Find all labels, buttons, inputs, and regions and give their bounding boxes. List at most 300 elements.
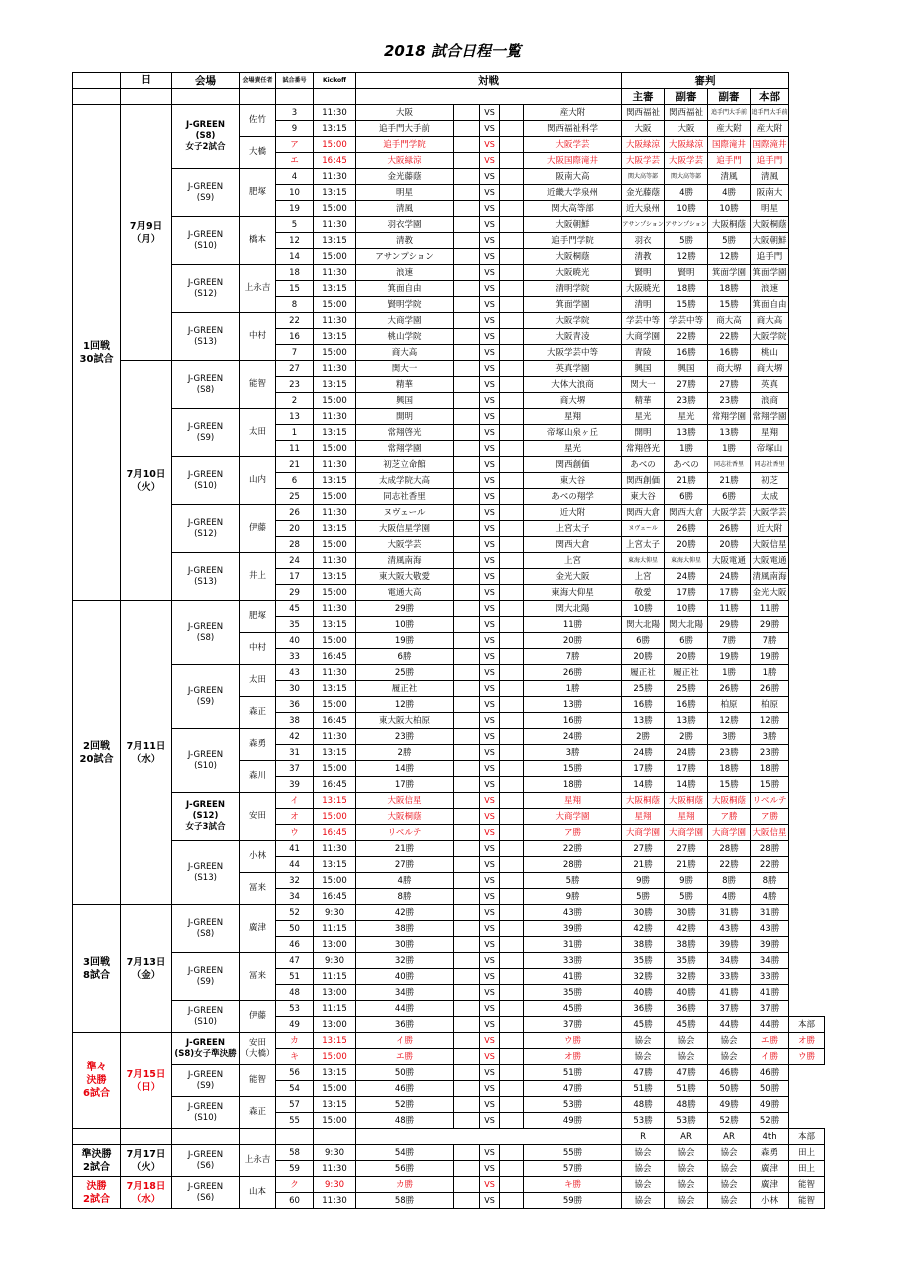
team-away: 26勝 [524,665,622,681]
vs-label: VS [480,377,500,393]
referee-cell: 開明 [622,425,665,441]
table-row [73,601,825,617]
match-number: 53 [276,1001,314,1017]
kickoff-time: 15:00 [314,137,356,153]
match-number: 19 [276,201,314,217]
match-number: 59 [276,1161,314,1177]
vs-label: VS [480,713,500,729]
referee-cell: 大阪桐蔭 [622,793,665,809]
empty-cell [789,185,825,201]
team-away: 47勝 [524,1081,622,1097]
referee-cell: 清風 [751,169,789,185]
page-title: 2018 試合日程一覧 [384,42,521,60]
kickoff-time: 15:00 [314,537,356,553]
referee-cell: 52勝 [751,1113,789,1129]
team-home: 36勝 [356,1017,454,1033]
referee-cell: 48勝 [665,1097,708,1113]
spacer-cell [500,201,524,217]
referee-cell: 17勝 [708,585,751,601]
referee-cell: 追手門 [751,249,789,265]
match-number: 35 [276,617,314,633]
spacer-cell [500,441,524,457]
empty-cell [789,1065,825,1081]
venue-manager: 冨来 [240,953,276,1001]
table-row [73,169,825,185]
referee-cell: 14勝 [665,777,708,793]
kickoff-time: 15:00 [314,345,356,361]
team-away: 上宮 [524,553,622,569]
empty-cell [789,329,825,345]
spacer-cell [500,873,524,889]
team-away: 東大谷 [524,473,622,489]
referee-cell: 13勝 [665,713,708,729]
spacer-cell [500,713,524,729]
venue-name: J-GREEN (S12) [172,265,240,313]
empty-cell [73,1129,121,1145]
spacer-cell [454,905,480,921]
spacer-cell [500,473,524,489]
team-home: 10勝 [356,617,454,633]
referee-cell: 6勝 [665,489,708,505]
referee-cell: 協会 [708,1049,751,1065]
kickoff-time: 11:30 [314,841,356,857]
spacer-cell [454,857,480,873]
team-home: 48勝 [356,1113,454,1129]
spacer-cell [454,697,480,713]
vs-label: VS [480,985,500,1001]
team-home: 8勝 [356,889,454,905]
kickoff-time: 13:15 [314,1097,356,1113]
match-number: 45 [276,601,314,617]
team-home: 54勝 [356,1145,454,1161]
team-away: 13勝 [524,697,622,713]
team-home: 30勝 [356,937,454,953]
referee-cell: 24勝 [708,569,751,585]
empty-cell [789,441,825,457]
referee-cell: 12勝 [665,249,708,265]
referee-cell: 協会 [622,1177,665,1193]
team-home: 羽衣学園 [356,217,454,233]
referee-cell: 近大附 [751,521,789,537]
referee-cell: 43勝 [708,921,751,937]
match-number: 14 [276,249,314,265]
team-away: 7勝 [524,649,622,665]
header-match-no: 試合番号 [276,73,314,89]
empty-cell [789,1001,825,1017]
empty-cell [789,857,825,873]
kickoff-time: 13:00 [314,985,356,1001]
spacer-cell [500,393,524,409]
kickoff-time: 13:15 [314,681,356,697]
match-number: 6 [276,473,314,489]
team-away: 大阪桐蔭 [524,249,622,265]
kickoff-time: 11:15 [314,1001,356,1017]
referee-cell: 39勝 [708,937,751,953]
spacer-cell [454,969,480,985]
referee-cell: 阪南大 [751,185,789,201]
spacer-cell [500,409,524,425]
referee-legend-item: AR [665,1129,708,1145]
team-home: 40勝 [356,969,454,985]
match-number: 5 [276,217,314,233]
referee-cell: 6勝 [622,633,665,649]
kickoff-time: 11:30 [314,457,356,473]
match-number: 41 [276,841,314,857]
spacer-cell [454,793,480,809]
team-away: 関西福祉科学 [524,121,622,137]
referee-cell: 38勝 [622,937,665,953]
venue-name: J-GREEN (S8) [172,601,240,665]
empty-cell [789,921,825,937]
vs-label: VS [480,585,500,601]
team-home: 23勝 [356,729,454,745]
spacer-cell [454,281,480,297]
empty-cell [789,345,825,361]
referee-cell: 協会 [708,1033,751,1049]
referee-cell: 履正社 [622,665,665,681]
referee-cell: 大阪学芸 [708,505,751,521]
venue-name: J-GREEN (S9) [172,1065,240,1097]
vs-label: VS [480,873,500,889]
referee-cell: 大商学園 [622,825,665,841]
team-home: 桃山学院 [356,329,454,345]
referee-cell: 上宮 [622,569,665,585]
table-row [73,1065,825,1081]
match-number: 32 [276,873,314,889]
empty-cell [789,729,825,745]
team-away: 大阪学院 [524,313,622,329]
referee-cell: 36勝 [622,1001,665,1017]
empty-cell [789,521,825,537]
referee-cell: 東大谷 [622,489,665,505]
empty-cell [789,553,825,569]
venue-manager: 廣津 [240,905,276,953]
kickoff-time: 11:30 [314,1161,356,1177]
vs-label: VS [480,249,500,265]
team-away: 18勝 [524,777,622,793]
referee-cell: 23勝 [708,393,751,409]
match-date: 7月15日 （日） [121,1033,172,1129]
table-row [73,409,825,425]
team-home: 58勝 [356,1193,454,1209]
kickoff-time: 16:45 [314,777,356,793]
team-home: 開明 [356,409,454,425]
referee-cell: 47勝 [665,1065,708,1081]
team-away: ア勝 [524,825,622,841]
vs-label: VS [480,1033,500,1049]
vs-label: VS [480,601,500,617]
vs-label: VS [480,201,500,217]
empty-cell [789,537,825,553]
team-away: 商大堺 [524,393,622,409]
venue-name: J-GREEN (S8) 女子2試合 [172,105,240,169]
round-label: 準々 決勝 6試合 [73,1033,121,1129]
kickoff-time: 15:00 [314,201,356,217]
referee-cell: 関西福祉 [622,105,665,121]
referee-cell: 18勝 [708,281,751,297]
vs-label: VS [480,665,500,681]
kickoff-time: 13:15 [314,1065,356,1081]
round-label: 3回戦 8試合 [73,905,121,1033]
spacer-cell [500,857,524,873]
referee-cell: 関大北陽 [622,617,665,633]
empty-cell [789,649,825,665]
venue-manager: 井上 [240,553,276,601]
team-away: 関西創価 [524,457,622,473]
empty-cell [789,793,825,809]
referee-cell: エ勝 [751,1033,789,1049]
subheader-row [73,89,825,105]
spacer-cell [454,713,480,729]
spacer-cell [454,1113,480,1129]
team-home: 追手門大手前 [356,121,454,137]
vs-label: VS [480,153,500,169]
kickoff-time: 16:45 [314,825,356,841]
team-away: 41勝 [524,969,622,985]
venue-name: J-GREEN (S9) [172,169,240,217]
vs-label: VS [480,553,500,569]
header-referee-col: 本部 [751,89,789,105]
referee-cell: 精華 [622,393,665,409]
referee-cell: 浪商 [751,393,789,409]
referee-cell: 商大高 [751,313,789,329]
vs-label: VS [480,953,500,969]
empty-cell [789,233,825,249]
team-away: 大阪学芸中等 [524,345,622,361]
spacer-cell [500,217,524,233]
team-away: 43勝 [524,905,622,921]
spacer-cell [454,329,480,345]
spacer-cell [454,1081,480,1097]
kickoff-time: 13:15 [314,377,356,393]
team-home: イ勝 [356,1033,454,1049]
spacer-cell [454,505,480,521]
referee-cell: 協会 [622,1161,665,1177]
team-away: 関西大倉 [524,537,622,553]
match-number: 21 [276,457,314,473]
referee-cell: 金光藤蔭 [622,185,665,201]
spacer-cell [500,841,524,857]
match-number: 11 [276,441,314,457]
referee-cell: 関西福祉 [665,105,708,121]
vs-label: VS [480,537,500,553]
team-home: 大阪緑涼 [356,153,454,169]
spacer-cell [454,601,480,617]
spacer-cell [500,969,524,985]
vs-label: VS [480,345,500,361]
team-away: 59勝 [524,1193,622,1209]
kickoff-time: 15:00 [314,489,356,505]
vs-label: VS [480,1049,500,1065]
referee-cell: 同志社香里 [751,457,789,473]
referee-cell: 産大附 [751,121,789,137]
referee-cell: 35勝 [665,953,708,969]
spacer-cell [454,841,480,857]
kickoff-time: 11:30 [314,1193,356,1209]
empty-cell [789,585,825,601]
spacer-cell [500,537,524,553]
spacer-cell [500,553,524,569]
spacer-cell [500,985,524,1001]
venue-manager: 中村 [240,313,276,361]
referee-cell: 23勝 [708,745,751,761]
venue-manager: 中村 [240,633,276,665]
match-number: 48 [276,985,314,1001]
referee-cell: 清風南海 [751,569,789,585]
referee-cell: リベルテ [751,793,789,809]
spacer-cell [454,297,480,313]
match-number: 57 [276,1097,314,1113]
referee-cell: 1勝 [708,665,751,681]
venue-manager: 肥塚 [240,169,276,217]
match-number: 13 [276,409,314,425]
team-home: 25勝 [356,665,454,681]
referee-cell: 34勝 [708,953,751,969]
vs-label: VS [480,313,500,329]
header-referees: 審判 [622,73,789,89]
empty-cell [789,761,825,777]
kickoff-time: 13:15 [314,121,356,137]
referee-cell: 大阪学院 [751,329,789,345]
referee-cell: 25勝 [622,681,665,697]
match-number: イ [276,793,314,809]
kickoff-time: 15:00 [314,441,356,457]
team-away: あべの翔学 [524,489,622,505]
referee-cell: 大商学園 [708,825,751,841]
vs-label: VS [480,745,500,761]
table-row [73,505,825,521]
referee-cell: 青陵 [622,345,665,361]
header-kickoff: Kickoff [314,73,356,89]
empty-cell [789,1081,825,1097]
referee-cell: 追手門大手前 [751,105,789,121]
kickoff-time: 13:00 [314,1017,356,1033]
venue-manager: 冨来 [240,873,276,905]
venue-name: J-GREEN (S9) [172,665,240,729]
schedule-table [72,72,825,1209]
extra-referee-cell: 田上 [789,1161,825,1177]
match-number: 54 [276,1081,314,1097]
referee-cell: 20勝 [665,649,708,665]
team-away: 53勝 [524,1097,622,1113]
match-number: 56 [276,1065,314,1081]
referee-cell: 桃山 [751,345,789,361]
round-label: 2回戦 20試合 [73,601,121,905]
referee-cell: 48勝 [622,1097,665,1113]
spacer-cell [454,825,480,841]
empty-cell [789,889,825,905]
referee-cell: 星翔 [622,809,665,825]
team-away: 星翔 [524,409,622,425]
match-number: ク [276,1177,314,1193]
team-away: 箕面学園 [524,297,622,313]
match-number: 37 [276,761,314,777]
match-number: 38 [276,713,314,729]
referee-cell: 大阪電通 [751,553,789,569]
empty-cell [789,873,825,889]
referee-cell: 大阪桐蔭 [751,217,789,233]
referee-cell: 英真 [751,377,789,393]
empty-cell [789,393,825,409]
referee-cell: 12勝 [751,713,789,729]
spacer-cell [500,377,524,393]
round-label: 準決勝 2試合 [73,1145,121,1177]
referee-cell: 5勝 [665,889,708,905]
team-away: 関大北陽 [524,601,622,617]
kickoff-time: 15:00 [314,1049,356,1065]
team-home: 44勝 [356,1001,454,1017]
vs-label: VS [480,1065,500,1081]
vs-label: VS [480,281,500,297]
vs-label: VS [480,185,500,201]
empty-cell [789,473,825,489]
team-away: 大阪青凌 [524,329,622,345]
referee-cell: 関西大倉 [665,505,708,521]
vs-label: VS [480,729,500,745]
referee-cell: 常翔学園 [708,409,751,425]
venue-manager: 上永吉 [240,265,276,313]
team-away: 追手門学院 [524,233,622,249]
spacer-cell [500,329,524,345]
referee-cell: 太成 [751,489,789,505]
kickoff-time: 13:15 [314,793,356,809]
referee-cell: 商大高 [708,313,751,329]
match-number: 28 [276,537,314,553]
referee-cell: 15勝 [708,297,751,313]
team-home: ヌヴェール [356,505,454,521]
referee-cell: 46勝 [708,1065,751,1081]
team-home: 浪速 [356,265,454,281]
referee-cell: 20勝 [622,649,665,665]
table-row [73,553,825,569]
team-home: 17勝 [356,777,454,793]
team-home: 清風南海 [356,553,454,569]
referee-cell: 12勝 [708,249,751,265]
referee-cell: 29勝 [708,617,751,633]
empty-cell [789,601,825,617]
referee-cell: 協会 [665,1177,708,1193]
table-row [73,361,825,377]
referee-cell: 19勝 [708,649,751,665]
spacer-cell [500,1145,524,1161]
referee-cell: 箕面学園 [708,265,751,281]
team-home: 賢明学院 [356,297,454,313]
spacer-cell [454,441,480,457]
table-row [73,457,825,473]
referee-cell: 大阪朝鮮 [751,233,789,249]
spacer-cell [454,953,480,969]
referee-cell: 柏原 [751,697,789,713]
venue-manager: 佐竹 [240,105,276,137]
kickoff-time: 13:15 [314,329,356,345]
table-row [73,793,825,809]
header-venue: 会場 [172,73,240,89]
team-away: 1勝 [524,681,622,697]
vs-label: VS [480,409,500,425]
referee-cell: 18勝 [665,281,708,297]
referee-cell: 8勝 [751,873,789,889]
venue-manager: 小林 [240,841,276,873]
venue-manager: 森正 [240,1097,276,1129]
spacer-cell [454,745,480,761]
team-home: 14勝 [356,761,454,777]
referee-legend-row [73,1129,825,1145]
extra-referee-cell: 本部 [789,1017,825,1033]
table-row [73,1145,825,1161]
referee-cell: 星翔 [665,809,708,825]
vs-label: VS [480,633,500,649]
referee-cell: 8勝 [708,873,751,889]
